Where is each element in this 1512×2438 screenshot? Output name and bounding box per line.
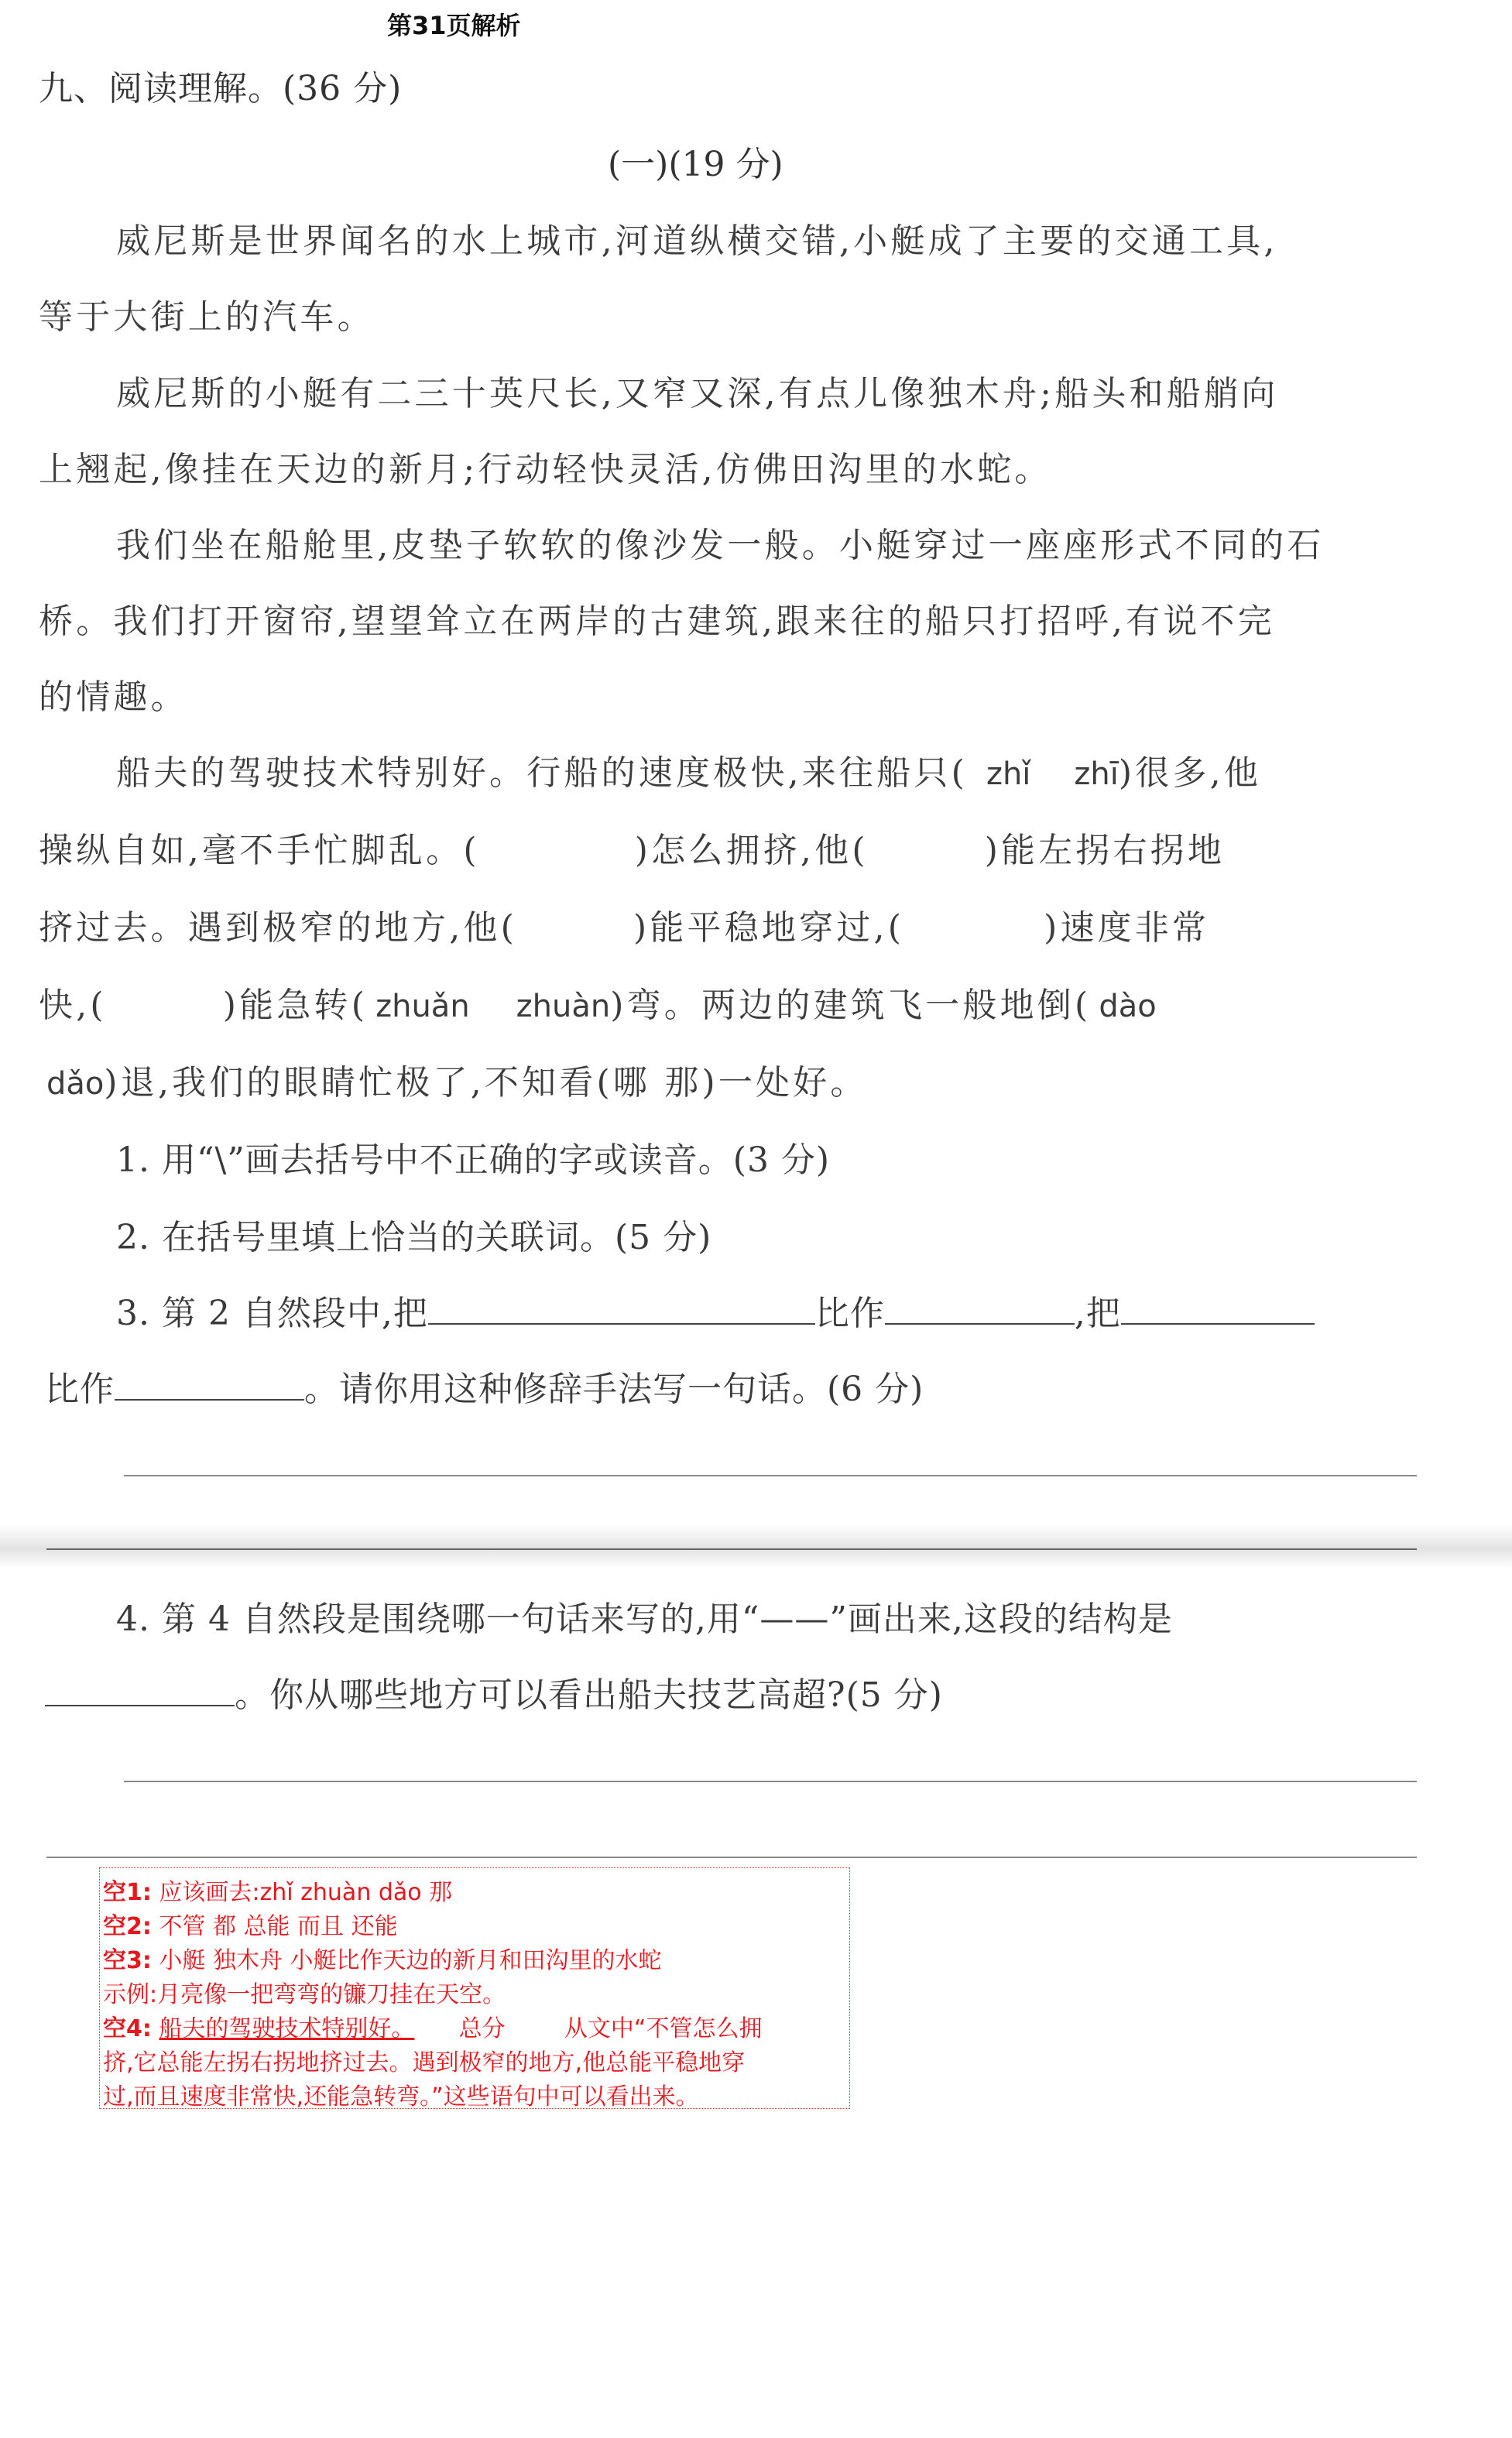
question-3: 3. 第 2 自然段中,把 比作 ,把 [116,1285,1315,1335]
passage-line: 威尼斯的小艇有二三十英尺长,又窄又深,有点儿像独木舟;船头和船艄向 [116,374,1279,413]
answer-blank[interactable] [115,1365,304,1401]
passage-line: 桥。我们打开窗帘,望望耸立在两岸的古建筑,跟来往的船只打招呼,有说不完 [39,602,1275,641]
answer-blank[interactable] [885,1289,1075,1325]
question-3-cont: 比作 。请你用这种修辞手法写一句话。(6 分) [45,1361,924,1411]
passage-line: 挤过去。遇到极窄的地方,他( )能平稳地穿过,( )速度非常 [39,908,1210,948]
question-4-cont: 。你从哪些地方可以看出船夫技艺高超?(5 分) [45,1667,943,1716]
answer-4: 空4: 船夫的驾驶技术特别好。 总分 从文中“不管怎么拥 [103,2015,763,2042]
question-2: 2. 在括号里填上恰当的关联词。(5 分) [116,1218,712,1257]
question-1: 1. 用“\”画去括号中不正确的字或读音。(3 分) [116,1140,831,1180]
answer-2: 空2: 不管 都 总能 而且 还能 [103,1913,398,1940]
question-4: 4. 第 4 自然段是围绕哪一句话来写的,用“——”画出来,这段的结构是 [116,1600,1173,1639]
answer-3-example: 示例:月亮像一把弯弯的镰刀挂在天空。 [103,1981,506,2008]
passage-line: 操纵自如,毫不手忙脚乱。( )怎么拥挤,他( )能左拐右拐地 [39,831,1226,870]
answer-1: 空1: 应该画去:zhǐ zhuàn dǎo 那 [103,1879,453,1906]
answer-blank[interactable] [45,1671,235,1706]
passage-line: 威尼斯是世界闻名的水上城市,河道纵横交错,小艇成了主要的交通工具, [116,221,1278,261]
section-title: 九、阅读理解。(36 分) [39,69,403,108]
writing-line[interactable] [46,1857,1417,1858]
passage-line: dǎo)退,我们的眼睛忙极了,不知看(哪 那)一处好。 [46,1063,868,1102]
answer-blank[interactable] [428,1289,815,1325]
answer-blank[interactable] [1121,1289,1315,1325]
answer-3: 空3: 小艇 独木舟 小艇比作天边的新月和田沟里的水蛇 [103,1947,662,1974]
passage-line: 等于大街上的汽车。 [39,297,375,337]
page-header: 第31页解析 [387,11,521,40]
passage-line: 的情趣。 [39,677,188,717]
passage-line: 快,( )能急转( zhuǎn zhuàn)弯。两边的建筑飞一般地倒( dào [39,986,1157,1025]
scan-shadow [0,1524,1512,1569]
passage-line: 我们坐在船舱里,皮垫子软软的像沙发一般。小艇穿过一座座形式不同的石 [116,526,1325,565]
answer-box [99,1867,850,2109]
writing-line[interactable] [124,1475,1417,1476]
answer-4-line3: 过,而且速度非常快,还能急转弯。”这些语句中可以看出来。 [103,2083,699,2111]
writing-line[interactable] [46,1548,1417,1550]
passage-line: 船夫的驾驶技术特别好。行船的速度极快,来往船只( zhǐ zhī)很多,他 [116,753,1262,793]
passage-line: 上翘起,像挂在天边的新月;行动轻快灵活,仿佛田沟里的水蛇。 [39,450,1052,489]
writing-line[interactable] [124,1781,1417,1782]
answer-4-line2: 挤,它总能左拐右拐地挤过去。遇到极窄的地方,他总能平稳地穿 [103,2049,746,2076]
subsection-title: (一)(19 分) [608,145,783,184]
